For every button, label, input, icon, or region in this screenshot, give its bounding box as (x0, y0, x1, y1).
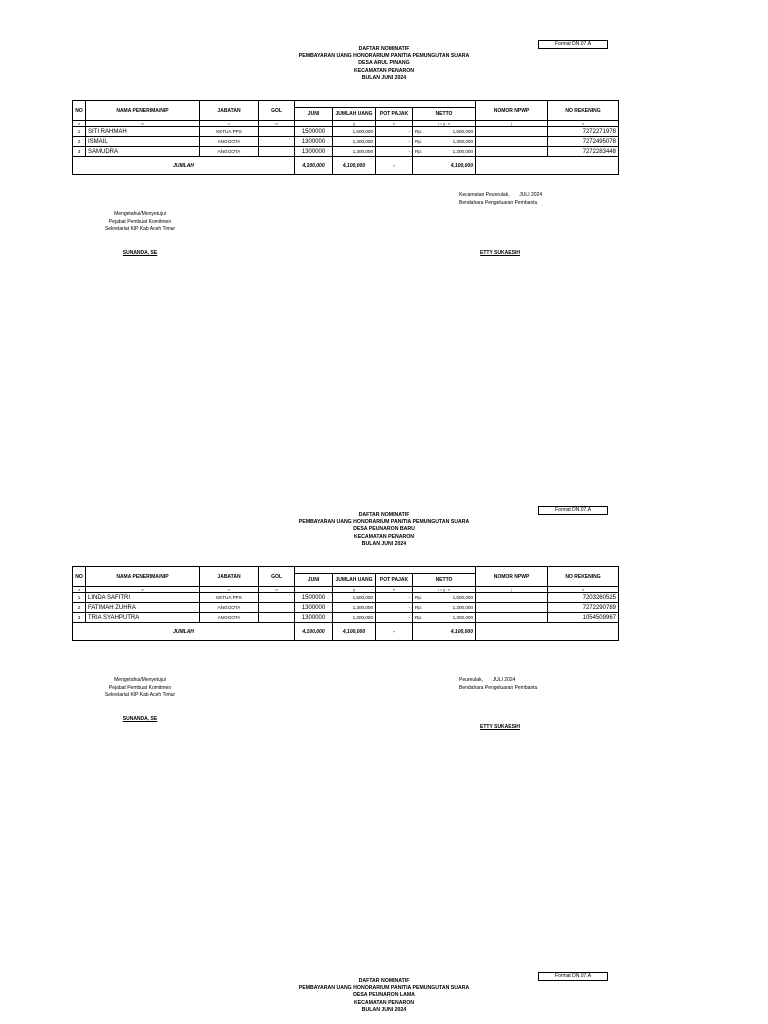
index-cell: j (476, 587, 548, 593)
signature-block-right (459, 677, 589, 692)
index-cell: i = g - h (413, 587, 476, 593)
col-header-pot-pajak: POT PAJAK (376, 574, 413, 587)
total-pajak: - (376, 157, 413, 175)
index-cell: b (86, 587, 200, 593)
cell-gol (259, 593, 295, 603)
signatory-name-right: ETTY SUKAESIH (480, 250, 520, 256)
cell-netto (413, 127, 476, 137)
signature-line: Mengetahui/Menyetujui (114, 211, 166, 217)
nominative-table (72, 566, 619, 641)
index-cell: i = g - h (413, 121, 476, 127)
cell-juni: 1300000 (295, 613, 333, 623)
signature-line: Bendahara Pengeluaran Pembantu (459, 199, 538, 206)
document-heading (0, 46, 768, 82)
cell-pajak: - (376, 147, 413, 157)
index-cell: d (259, 587, 295, 593)
nominative-table (72, 100, 619, 175)
index-cell: j (476, 121, 548, 127)
signature-line: Peureulak, JULI 2024 (459, 677, 516, 683)
currency-label: Rp. (415, 139, 423, 144)
col-header-jabatan: JABATAN (200, 101, 259, 121)
cell-gol (259, 137, 295, 147)
col-header-group (295, 101, 476, 108)
currency-label: Rp. (415, 605, 423, 610)
heading-line: DESA PEUNARON LAMA (353, 992, 415, 999)
nominative-sheet-2 (0, 506, 768, 736)
format-label: Format DN.07.A (538, 506, 608, 515)
index-cell: g (333, 587, 376, 593)
heading-line: KECAMATAN PENARON (353, 999, 415, 1006)
table-row (73, 127, 619, 137)
index-cell: k (548, 587, 619, 593)
heading-line: BULAN JUNI 2024 (361, 1006, 407, 1013)
col-header-netto: NETTO (413, 108, 476, 121)
total-pajak: - (376, 623, 413, 641)
netto-value: 1,500,000 (452, 595, 473, 600)
cell-npwp (476, 593, 548, 603)
cell-rekening: 7272495078 (548, 137, 619, 147)
netto-value: 1,300,000 (452, 149, 473, 154)
index-cell: a (73, 121, 86, 127)
cell-npwp (476, 603, 548, 613)
signature-line: Bendahara Pengeluaran Pembantu (459, 684, 538, 691)
cell-nama: LINDA SAFITRI (86, 593, 200, 603)
col-header-no: NO (73, 101, 86, 121)
signature-block-right (459, 192, 589, 207)
cell-pajak: - (376, 603, 413, 613)
format-label: Format DN.07.A (538, 972, 608, 981)
netto-value: 1,300,000 (452, 605, 473, 610)
cell-rekening: 7272283448 (548, 147, 619, 157)
total-empty (476, 623, 619, 641)
nominative-sheet-1 (0, 40, 768, 270)
cell-no: 2 (73, 603, 86, 613)
heading-line: PEMBAYARAN UANG HONORARIUM PANITIA PEMUNGUTAN SUARA (298, 985, 470, 992)
cell-no: 1 (73, 593, 86, 603)
cell-npwp (476, 613, 548, 623)
total-jumlah: 4,100,000 (333, 157, 376, 175)
cell-netto (413, 603, 476, 613)
signature-line: Pejabat Pembuat Komitmen (108, 218, 172, 225)
heading-line: PEMBAYARAN UANG HONORARIUM PANITIA PEMUNGUTAN SUARA (298, 53, 470, 60)
total-netto: 4,100,000 (413, 157, 476, 175)
cell-gol (259, 127, 295, 137)
cell-jabatan: ANGGOTA (200, 137, 259, 147)
cell-rekening: 1054509967 (548, 613, 619, 623)
col-header-gol: GOL (259, 567, 295, 587)
signature-block-left (80, 677, 200, 700)
cell-jumlah: 1,300,000 (333, 603, 376, 613)
signatory-name-right: ETTY SUKAESIH (480, 724, 520, 730)
heading-line: DESA PEUNARON BARU (353, 526, 415, 533)
cell-nama: TRIA SYAHPUTRA (86, 613, 200, 623)
netto-value: 1,500,000 (452, 129, 473, 134)
total-empty (476, 157, 619, 175)
table-row (73, 613, 619, 623)
index-cell: k (548, 121, 619, 127)
cell-pajak: - (376, 137, 413, 147)
col-header-rekening: NO REKENING (548, 101, 619, 121)
index-cell: d (259, 121, 295, 127)
total-jumlah: 4,100,000 (333, 623, 376, 641)
total-label: JUMLAH (73, 623, 295, 641)
cell-no: 3 (73, 613, 86, 623)
col-header-jumlah-uang: JUMLAH UANG (333, 574, 376, 587)
cell-jabatan: KETUA PPS (200, 593, 259, 603)
cell-jabatan: ANGGOTA (200, 603, 259, 613)
cell-nama: SAMUDRA (86, 147, 200, 157)
col-header-jumlah-uang: JUMLAH UANG (333, 108, 376, 121)
cell-netto (413, 593, 476, 603)
cell-pajak: - (376, 593, 413, 603)
cell-jumlah: 1,300,000 (333, 137, 376, 147)
cell-jabatan: KETUA PPS (200, 127, 259, 137)
index-cell: a (73, 587, 86, 593)
cell-rekening: 7272290789 (548, 603, 619, 613)
cell-pajak: - (376, 613, 413, 623)
heading-line: KECAMATAN PENARON (353, 533, 415, 540)
cell-netto (413, 137, 476, 147)
cell-pajak: - (376, 127, 413, 137)
table-row (73, 603, 619, 613)
cell-juni: 1500000 (295, 593, 333, 603)
total-juni: 4,100,000 (295, 623, 333, 641)
index-cell: g (333, 121, 376, 127)
total-juni: 4,100,000 (295, 157, 333, 175)
index-cell: c (200, 587, 259, 593)
cell-gol (259, 147, 295, 157)
index-cell: h (376, 587, 413, 593)
cell-jumlah: 1,300,000 (333, 613, 376, 623)
currency-label: Rp. (415, 129, 423, 134)
document-heading (0, 512, 768, 548)
heading-line: DESA ARUL PINANG (358, 60, 410, 67)
total-netto: 4,100,000 (413, 623, 476, 641)
cell-rekening: 7272271978 (548, 127, 619, 137)
total-row (73, 157, 619, 175)
col-header-npwp: NOMOR NPWP (476, 567, 548, 587)
cell-nama: SITI RAHMAH (86, 127, 200, 137)
signatory-name-left: SUNANDA, SE (122, 716, 158, 722)
index-cell: c (200, 121, 259, 127)
heading-line: BULAN JUNI 2024 (361, 74, 407, 81)
cell-nama: ISMAIL (86, 137, 200, 147)
col-header-jabatan: JABATAN (200, 567, 259, 587)
nominative-sheet-3 (0, 972, 768, 1024)
table-row (73, 147, 619, 157)
signature-line: Kecamatan Peureulak, JULI 2024 (459, 192, 543, 198)
signature-line: Sekretariat KIP Kab Aceh Timur (104, 692, 176, 698)
total-label: JUMLAH (73, 157, 295, 175)
total-row (73, 623, 619, 641)
cell-juni: 1300000 (295, 137, 333, 147)
signatory-name-left: SUNANDA, SE (122, 250, 158, 256)
document-heading (0, 978, 768, 1014)
heading-line: BULAN JUNI 2024 (361, 540, 407, 547)
currency-label: Rp. (415, 595, 423, 600)
signature-line: Pejabat Pembuat Komitmen (108, 684, 172, 691)
cell-juni: 1500000 (295, 127, 333, 137)
index-cell: b (86, 121, 200, 127)
col-header-netto: NETTO (413, 574, 476, 587)
signature-line: Sekretariat KIP Kab Aceh Timur (104, 226, 176, 232)
cell-nama: FATIMAH ZUHRA (86, 603, 200, 613)
cell-jumlah: 1,500,000 (333, 593, 376, 603)
cell-npwp (476, 147, 548, 157)
table-row (73, 137, 619, 147)
cell-netto (413, 147, 476, 157)
col-header-rekening: NO REKENING (548, 567, 619, 587)
netto-value: 1,300,000 (452, 139, 473, 144)
cell-no: 3 (73, 147, 86, 157)
heading-line: DAFTAR NOMINATIF (358, 512, 410, 518)
signature-block-left (80, 211, 200, 234)
cell-jabatan: ANGGOTA (200, 147, 259, 157)
heading-line: DAFTAR NOMINATIF (358, 978, 410, 984)
col-header-juni: JUNI (295, 108, 333, 121)
table-row (73, 593, 619, 603)
col-header-nama: NAMA PENERIMA/NIP (86, 567, 200, 587)
cell-gol (259, 603, 295, 613)
col-header-group (295, 567, 476, 574)
col-header-nama: NAMA PENERIMA/NIP (86, 101, 200, 121)
cell-npwp (476, 127, 548, 137)
col-header-no: NO (73, 567, 86, 587)
cell-no: 1 (73, 127, 86, 137)
cell-jabatan: ANGGOTA (200, 613, 259, 623)
cell-jumlah: 1,500,000 (333, 127, 376, 137)
col-header-juni: JUNI (295, 574, 333, 587)
cell-jumlah: 1,300,000 (333, 147, 376, 157)
cell-juni: 1300000 (295, 603, 333, 613)
currency-label: Rp. (415, 615, 423, 620)
cell-npwp (476, 137, 548, 147)
col-header-npwp: NOMOR NPWP (476, 101, 548, 121)
currency-label: Rp. (415, 149, 423, 154)
signature-line: Mengetahui/Menyetujui (114, 677, 166, 683)
heading-line: PEMBAYARAN UANG HONORARIUM PANITIA PEMUNGUTAN SUARA (298, 519, 470, 526)
col-header-pot-pajak: POT PAJAK (376, 108, 413, 121)
cell-juni: 1300000 (295, 147, 333, 157)
cell-netto (413, 613, 476, 623)
cell-no: 2 (73, 137, 86, 147)
cell-gol (259, 613, 295, 623)
format-label: Format DN.07.A (538, 40, 608, 49)
netto-value: 1,300,000 (452, 615, 473, 620)
col-header-gol: GOL (259, 101, 295, 121)
heading-line: DAFTAR NOMINATIF (358, 46, 410, 52)
index-cell: h (376, 121, 413, 127)
heading-line: KECAMATAN PENARON (353, 67, 415, 74)
cell-rekening: 7203260525 (548, 593, 619, 603)
